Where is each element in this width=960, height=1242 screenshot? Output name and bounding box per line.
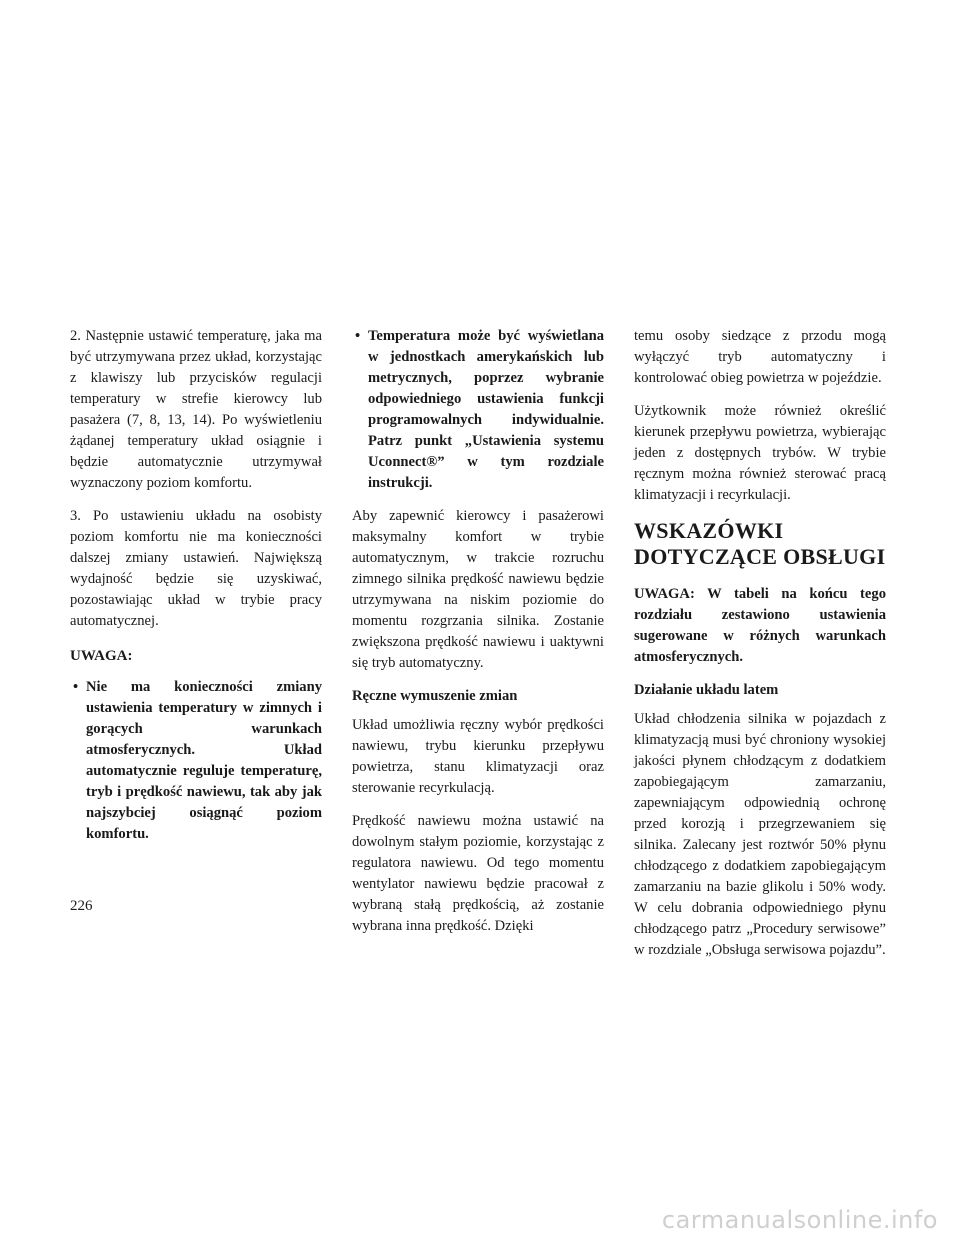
page-number: 226 xyxy=(70,898,93,914)
note-bullet-2-text: Temperatura może być wyświetlana w jednostkach amerykańskich lub metrycznych, poprzez wybranie odpowiedniego ustawienia funkcji programowalnych indywidualnie. Patrz punkt „Ustawienia systemu Uconnect®” w tym rozdziale instrukcji. xyxy=(368,328,604,491)
text-column-middle xyxy=(352,326,604,949)
text-column-right xyxy=(634,326,886,973)
section-subheading-manual: Ręczne wymuszenie zmian xyxy=(352,688,518,704)
watermark: carmanualsonline.info xyxy=(661,1206,938,1234)
note-bullet-1-text: Nie ma konieczności zmiany ustawienia temperatury w zimnych i gorących warunkach atmosferycznych. Układ automatycznie reguluje temperaturę, tryb i prędkość nawiewu, tak aby jak najszybciej osiągnąć poziom komfortu. xyxy=(86,679,322,842)
paragraph-airflow-direction: Użytkownik może również określić kierunek przepływu powietrza, wybierając jeden z dostępnych trybów. W trybie ręcznym można również sterować pracą klimatyzacji i recyrkulacji. xyxy=(634,403,886,503)
text-column-left xyxy=(70,326,322,857)
paragraph-step-2: 2. Następnie ustawić temperaturę, jaka ma być utrzymywana przez układ, korzystając z klawiszy lub przycisków regulacji temperatury w strefie kierowcy lub pasażera (7, 8, 13, 14). Po wyświetleniu żądanej temperatury układ osiągnie i będzie automatycznie utrzymywał wyznaczony poziom komfortu. xyxy=(70,328,322,491)
paragraph-continuation: temu osoby siedzące z przodu mogą wyłączyć tryb automatyczny i kontrolować obieg powietrza w pojeździe. xyxy=(634,328,886,386)
section-subheading-summer: Działanie układu latem xyxy=(634,682,779,698)
paragraph-step-3: 3. Po ustawieniu układu na osobisty poziom komfortu nie ma konieczności dalszej zmiany ustawień. Największą wydajność będzie się uzyskiwać, pozostawiając układ w trybie pracy automatycznej. xyxy=(70,508,322,629)
note-bullet-1 xyxy=(70,677,322,845)
bullet-dot: • xyxy=(73,679,79,695)
section-heading-line-2: DOTYCZĄCE OBSŁUGI xyxy=(634,544,886,569)
paragraph-auto-mode: Aby zapewnić kierowcy i pasażerowi maksymalny komfort w trybie automatycznym, w trakcie rozruchu zimnego silnika prędkość nawiewu będzie utrzymywana na niskim poziomie do momentu rozgrzania silnika. Zostanie zwiększona prędkość nawiewu i uaktywni się tryb automatyczny. xyxy=(352,508,604,671)
paragraph-summer-operation: Układ chłodzenia silnika w pojazdach z klimatyzacją musi być chroniony wysokiej jakości płynem chłodzącym z dodatkiem zapobiegającym zamarzaniu, zapewniającym odpowiednią ochronę przed korozją i przegrzewaniem się silnika. Zalecany jest roztwór 50% płynu chłodzącego z dodatkiem zapobiegającym zamarzaniu na bazie glikolu i 50% wody. W celu dobrania odpowiedniego płynu chłodzącego patrz „Procedury serwisowe” w rozdziale „Obsługa serwisowa pojazdu”. xyxy=(634,711,886,958)
note-bullet-2 xyxy=(352,326,604,494)
paragraph-manual-select: Układ umożliwia ręczny wybór prędkości nawiewu, trybu kierunku przepływu powietrza, stanu klimatyzacji oraz sterowanie recyrkulacją. xyxy=(352,717,604,796)
section-heading xyxy=(634,518,886,570)
bullet-dot: • xyxy=(355,328,361,344)
note-table-reference: UWAGA: W tabeli na końcu tego rozdziału zestawiono ustawienia sugerowane w różnych warunkach atmosferycznych. xyxy=(634,586,886,665)
note-heading: UWAGA: xyxy=(70,648,133,664)
paragraph-fan-speed: Prędkość nawiewu można ustawić na dowolnym stałym poziomie, korzystając z regulatora nawiewu. Od tego momentu wentylator nawiewu będzie pracował z wybraną stałą prędkością, aż zostanie wybrana inna prędkość. Dzięki xyxy=(352,813,604,934)
section-heading-line-1: WSKAZÓWKI xyxy=(634,518,784,543)
